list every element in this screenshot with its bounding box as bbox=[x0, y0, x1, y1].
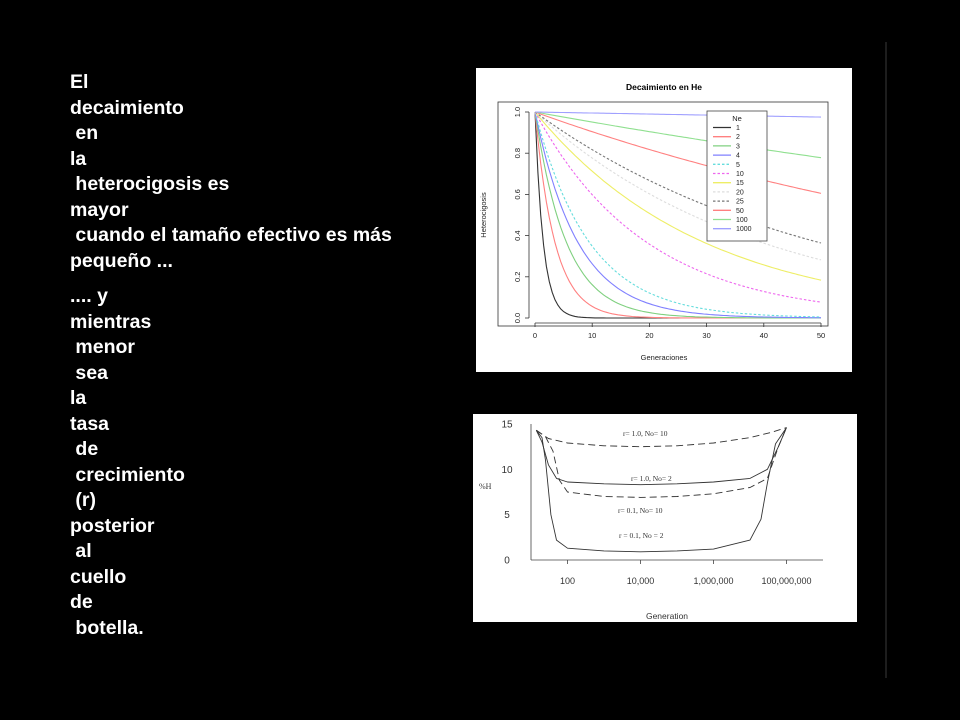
paragraph-2 bbox=[70, 284, 450, 641]
legend-label: 50 bbox=[736, 207, 744, 215]
series-line-ne-20 bbox=[535, 112, 821, 260]
legend-label: 10 bbox=[736, 171, 744, 178]
y-tick-label: 15 bbox=[501, 419, 513, 431]
series-line-ne-15 bbox=[535, 112, 821, 280]
y-tick-label: 1.0 bbox=[513, 106, 522, 118]
text-line: menor bbox=[70, 336, 136, 358]
figure-heterozygosity-decay bbox=[476, 68, 852, 372]
series-line-ne-100 bbox=[535, 112, 821, 158]
x-tick-label: 0 bbox=[532, 331, 538, 340]
text-line: mayor bbox=[70, 198, 129, 221]
legend-label: 5 bbox=[736, 161, 740, 169]
y-axis-label: %H bbox=[479, 482, 492, 491]
series-label: r= 1.0, No= 10 bbox=[623, 429, 668, 438]
text-line: pequeño ... bbox=[70, 249, 173, 272]
legend-label: 3 bbox=[736, 143, 740, 151]
y-tick-label: 0.4 bbox=[513, 230, 522, 241]
text-line: botella. bbox=[70, 616, 144, 639]
series-label: r= 0.1, No= 10 bbox=[618, 506, 663, 515]
series-line-ne-1 bbox=[535, 112, 821, 318]
legend-label: 20 bbox=[736, 189, 744, 197]
text-line: El bbox=[70, 71, 89, 93]
figure-bottleneck bbox=[473, 414, 857, 622]
text-line: (r) bbox=[70, 489, 96, 511]
text-line: decaimiento bbox=[70, 96, 184, 119]
legend-title: Ne bbox=[732, 114, 742, 123]
text-line: mientras bbox=[70, 310, 152, 333]
legend-label: 100 bbox=[736, 217, 748, 224]
text-line: sea bbox=[70, 361, 108, 384]
series-line-ne-3 bbox=[535, 112, 821, 318]
x-tick-label: 20 bbox=[645, 331, 654, 340]
text-line: de bbox=[70, 438, 99, 460]
x-tick-label: 50 bbox=[816, 331, 826, 340]
x-tick-label: 10,000 bbox=[626, 576, 655, 586]
y-tick-label: 0 bbox=[504, 555, 510, 567]
text-line: posterior bbox=[70, 514, 155, 537]
chart-bottleneck bbox=[473, 414, 857, 622]
series-label: r = 0.1, No = 2 bbox=[619, 531, 664, 540]
x-axis-label: Generation bbox=[645, 611, 689, 621]
text-line: cuello bbox=[70, 565, 127, 588]
series-line-ne-4 bbox=[535, 112, 821, 318]
x-tick-label: 40 bbox=[759, 331, 768, 340]
text-line: .... y bbox=[70, 285, 108, 307]
plot-frame bbox=[498, 102, 828, 326]
text-line: de bbox=[70, 591, 93, 613]
legend-label: 2 bbox=[736, 134, 740, 142]
legend-label: 25 bbox=[736, 198, 744, 206]
series-curve bbox=[536, 428, 786, 498]
text-line: en bbox=[70, 122, 99, 144]
y-tick-label: 0.0 bbox=[513, 312, 522, 324]
divider bbox=[885, 42, 887, 678]
x-tick-label: 100,000,000 bbox=[761, 576, 812, 586]
legend-label: 15 bbox=[736, 180, 744, 188]
slide-text bbox=[70, 70, 450, 641]
series-line-ne-50 bbox=[535, 112, 821, 193]
y-tick-label: 0.8 bbox=[513, 147, 522, 159]
y-tick-label: 10 bbox=[501, 464, 513, 476]
x-tick-label: 100 bbox=[559, 576, 576, 586]
series-line-ne-1000 bbox=[535, 112, 821, 117]
series-label: r= 1.0, No= 2 bbox=[631, 474, 672, 483]
series-line-ne-2 bbox=[535, 112, 821, 318]
x-axis-label: Generaciones bbox=[640, 353, 688, 362]
y-axis-label: Heterocigosis bbox=[479, 192, 488, 238]
paragraph-1 bbox=[70, 70, 450, 274]
text-line: cuando el tamaño efectivo es más bbox=[70, 224, 392, 246]
y-tick-label: 0.6 bbox=[513, 189, 522, 200]
x-tick-label: 10 bbox=[588, 331, 597, 340]
series-line-ne-5 bbox=[535, 112, 821, 317]
text-line: heterocigosis es bbox=[70, 173, 230, 195]
chart-decay bbox=[476, 68, 852, 372]
y-tick-label: 0.2 bbox=[513, 271, 522, 283]
legend-label: 4 bbox=[736, 152, 740, 160]
text-line: al bbox=[70, 540, 92, 562]
chart-title: Decaimiento en He bbox=[625, 82, 703, 92]
text-line: crecimiento bbox=[70, 463, 185, 486]
text-line: la bbox=[70, 387, 87, 409]
legend-label: 1000 bbox=[736, 226, 752, 234]
x-tick-label: 1,000,000 bbox=[693, 576, 734, 586]
text-line: tasa bbox=[70, 412, 110, 435]
legend-label: 1 bbox=[736, 125, 740, 132]
y-tick-label: 5 bbox=[504, 510, 510, 522]
text-line: la bbox=[70, 147, 87, 170]
x-tick-label: 30 bbox=[702, 331, 711, 340]
